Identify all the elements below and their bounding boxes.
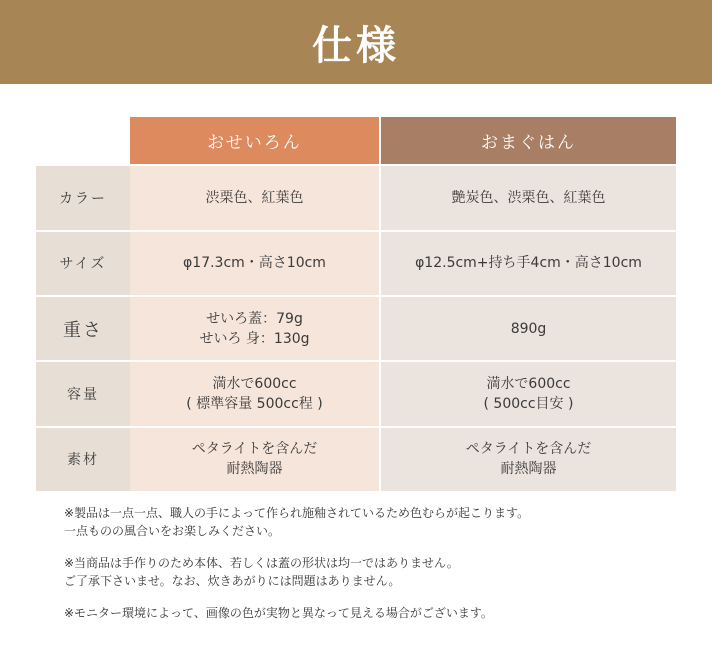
cell-omaguhan-weight (380, 296, 676, 361)
cell-text: せいろ蓋：79g (206, 310, 303, 327)
note-line: ご了承下さいませ。なお、炊きあがりには問題はありません。 (64, 574, 401, 588)
row-label-weight: 重さ (36, 296, 130, 361)
cell-text: 渋栗色、紅葉色 (205, 189, 304, 206)
cell-text: ペタライトを含んだ (465, 441, 592, 458)
row-label-capacity: 容量 (36, 361, 130, 426)
note-monitor-colors (64, 604, 684, 622)
note-line: ※製品は一点一点、職人の手によって作られ施釉されているため色むらが起こります。 (64, 506, 530, 520)
cell-text: 耐熱陶器 (500, 461, 557, 478)
table-row-material (36, 427, 676, 492)
cell-omaguhan-color (380, 165, 676, 230)
cell-oseiron-capacity (130, 361, 380, 426)
cell-oseiron-weight (130, 296, 380, 361)
cell-text: 満水で600cc (486, 375, 571, 392)
cell-text: ( 標準容量 500cc程 ) (186, 395, 323, 412)
note-color-variation (64, 504, 684, 540)
table-row-weight (36, 296, 676, 361)
note-line: ※当商品は手作りのため本体、若しくは蓋の形状は均一ではありません。 (64, 556, 459, 570)
row-label-size: サイズ (36, 231, 130, 296)
header-omaguhan: おまぐはん (380, 117, 676, 165)
row-label-material: 素材 (36, 427, 130, 492)
cell-text: せいろ 身：130g (199, 330, 310, 347)
spec-table (36, 117, 676, 493)
header-blank-cell (36, 117, 130, 165)
notes-section (64, 504, 684, 636)
cell-text: ペタライトを含んだ (191, 441, 318, 458)
table-row-color (36, 165, 676, 230)
cell-text: 艶炭色、渋栗色、紅葉色 (451, 189, 606, 206)
cell-omaguhan-material (380, 427, 676, 492)
cell-text: 満水で600cc (212, 375, 297, 392)
cell-omaguhan-capacity (380, 361, 676, 426)
note-handmade-shape (64, 554, 684, 590)
cell-oseiron-material (130, 427, 380, 492)
table-header-row (36, 117, 676, 165)
cell-text: 890g (510, 320, 547, 337)
header-oseiron: おせいろん (130, 117, 380, 165)
note-line: ※モニター環境によって、画像の色が実物と異なって見える場合がございます。 (64, 606, 493, 620)
cell-text: 耐熱陶器 (226, 461, 283, 478)
page-title: 仕様 (312, 22, 400, 69)
cell-text: φ17.3cm・高さ10cm (183, 255, 326, 272)
cell-text: φ12.5cm+持ち手4cm・高さ10cm (415, 255, 642, 272)
row-label-color: カラー (36, 165, 130, 230)
title-banner (0, 0, 712, 84)
cell-oseiron-size (130, 231, 380, 296)
cell-oseiron-color (130, 165, 380, 230)
cell-omaguhan-size (380, 231, 676, 296)
cell-text: ( 500cc目安 ) (483, 395, 574, 412)
table-row-capacity (36, 361, 676, 426)
note-line: 一点ものの風合いをお楽しみください。 (64, 524, 281, 538)
table-row-size (36, 231, 676, 296)
